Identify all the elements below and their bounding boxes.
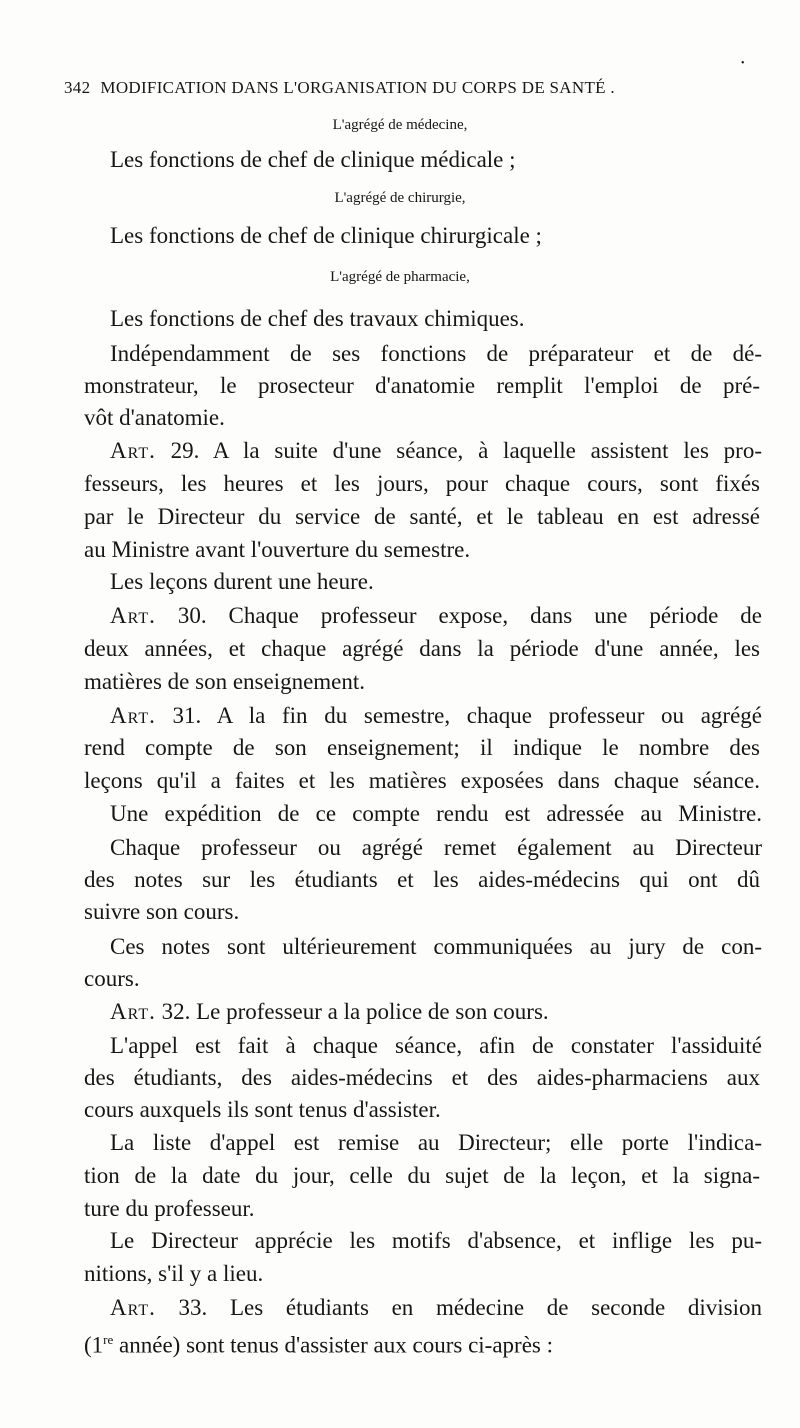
article-label: Art. (110, 1295, 156, 1320)
article-text: 33. Les étudiants en médecine de seconde division (178, 1295, 763, 1320)
text-line: Indépendamment de ses fonctions de préparateur et de dé- (110, 341, 762, 366)
article-32-line (110, 998, 549, 1026)
text-line: Les fonctions de chef de clinique chirurgicale ; (110, 223, 542, 248)
text-line: monstrateur, le prosecteur d'anatomie remplit l'emploi de pré- (84, 373, 760, 398)
text-line: matières de son enseignement. (84, 669, 366, 694)
running-header (64, 78, 724, 98)
text-line: La liste d'appel est remise au Directeur; elle porte l'indica- (110, 1130, 762, 1155)
article-label: Art. (110, 438, 156, 463)
text-line: Les fonctions de chef de clinique médicale ; (110, 147, 516, 172)
text-line: des notes sur les étudiants et les aides-médecins qui ont dû (84, 867, 760, 892)
text-line: au Ministre avant l'ouverture du semestre. (84, 537, 471, 562)
text-line: nitions, s'il y a lieu. (84, 1261, 264, 1286)
role-heading-medecine: L'agrégé de médecine, (332, 117, 468, 133)
article-text: 29. A la suite d'une séance, à laquelle assistent les pro- (170, 438, 762, 463)
text-line: fesseurs, les heures et les jours, pour chaque cours, sont fixés (84, 471, 760, 496)
text-line: Le Directeur apprécie les motifs d'absence, et inflige les pu- (110, 1228, 762, 1253)
article-30-line (110, 602, 762, 630)
article-label: Art. (110, 703, 156, 728)
article-31-line (110, 702, 762, 730)
article-33-line (110, 1294, 762, 1322)
text-line: Les leçons durent une heure. (110, 569, 374, 594)
role-heading-chirurgie: L'agrégé de chirurgie, (334, 190, 466, 206)
text-line: L'appel est fait à chaque séance, afin de constater l'assiduité (110, 1033, 762, 1058)
text-fragment: (1 (84, 1332, 104, 1358)
text-line: ture du professeur. (84, 1196, 255, 1221)
running-title: MODIFICATION DANS L'ORGANISATION DU CORPS DE SANTÉ . (100, 78, 615, 97)
text-line: deux années, et chaque agrégé dans la période d'une année, les (84, 636, 760, 661)
article-label: Art. (110, 603, 156, 628)
article-text: 30. Chaque professeur expose, dans une période de (177, 603, 763, 628)
text-fragment: année) sont tenus d'assister aux cours ci-après : (113, 1332, 554, 1358)
text-line: vôt d'anatomie. (84, 405, 225, 430)
superscript: re (103, 1332, 114, 1347)
article-29-line (110, 437, 762, 465)
text-line: rend compte de son enseignement; il indique le nombre des (84, 735, 760, 760)
text-line: tion de la date du jour, celle du sujet de la leçon, et la signa- (84, 1163, 760, 1188)
page-number: 342 (64, 78, 91, 97)
text-line: cours auxquels ils sont tenus d'assister. (84, 1097, 441, 1122)
text-line: suivre son cours. (84, 899, 240, 924)
text-line: Une expédition de ce compte rendu est adressée au Ministre. (110, 801, 762, 826)
text-line: des étudiants, des aides-médecins et des aides-pharmaciens aux (84, 1065, 760, 1090)
text-line (84, 1326, 553, 1360)
text-line: leçons qu'il a faites et les matières exposées dans chaque séance. (84, 768, 760, 793)
margin-mark: • (741, 58, 745, 69)
text-line: Ces notes sont ultérieurement communiquées au jury de con- (110, 934, 762, 959)
article-text: 31. A la fin du semestre, chaque professeur ou agrégé (172, 703, 762, 728)
text-line: cours. (84, 966, 140, 991)
article-text: 32. Le professeur a la police de son cours. (161, 999, 549, 1024)
text-line: par le Directeur du service de santé, et le tableau en est adressé (84, 504, 760, 529)
role-heading-pharmacie: L'agrégé de pharmacie, (330, 269, 470, 285)
article-label: Art. (110, 999, 156, 1024)
text-line: Chaque professeur ou agrégé remet également au Directeur (110, 835, 762, 860)
text-line: Les fonctions de chef des travaux chimiques. (110, 306, 525, 331)
